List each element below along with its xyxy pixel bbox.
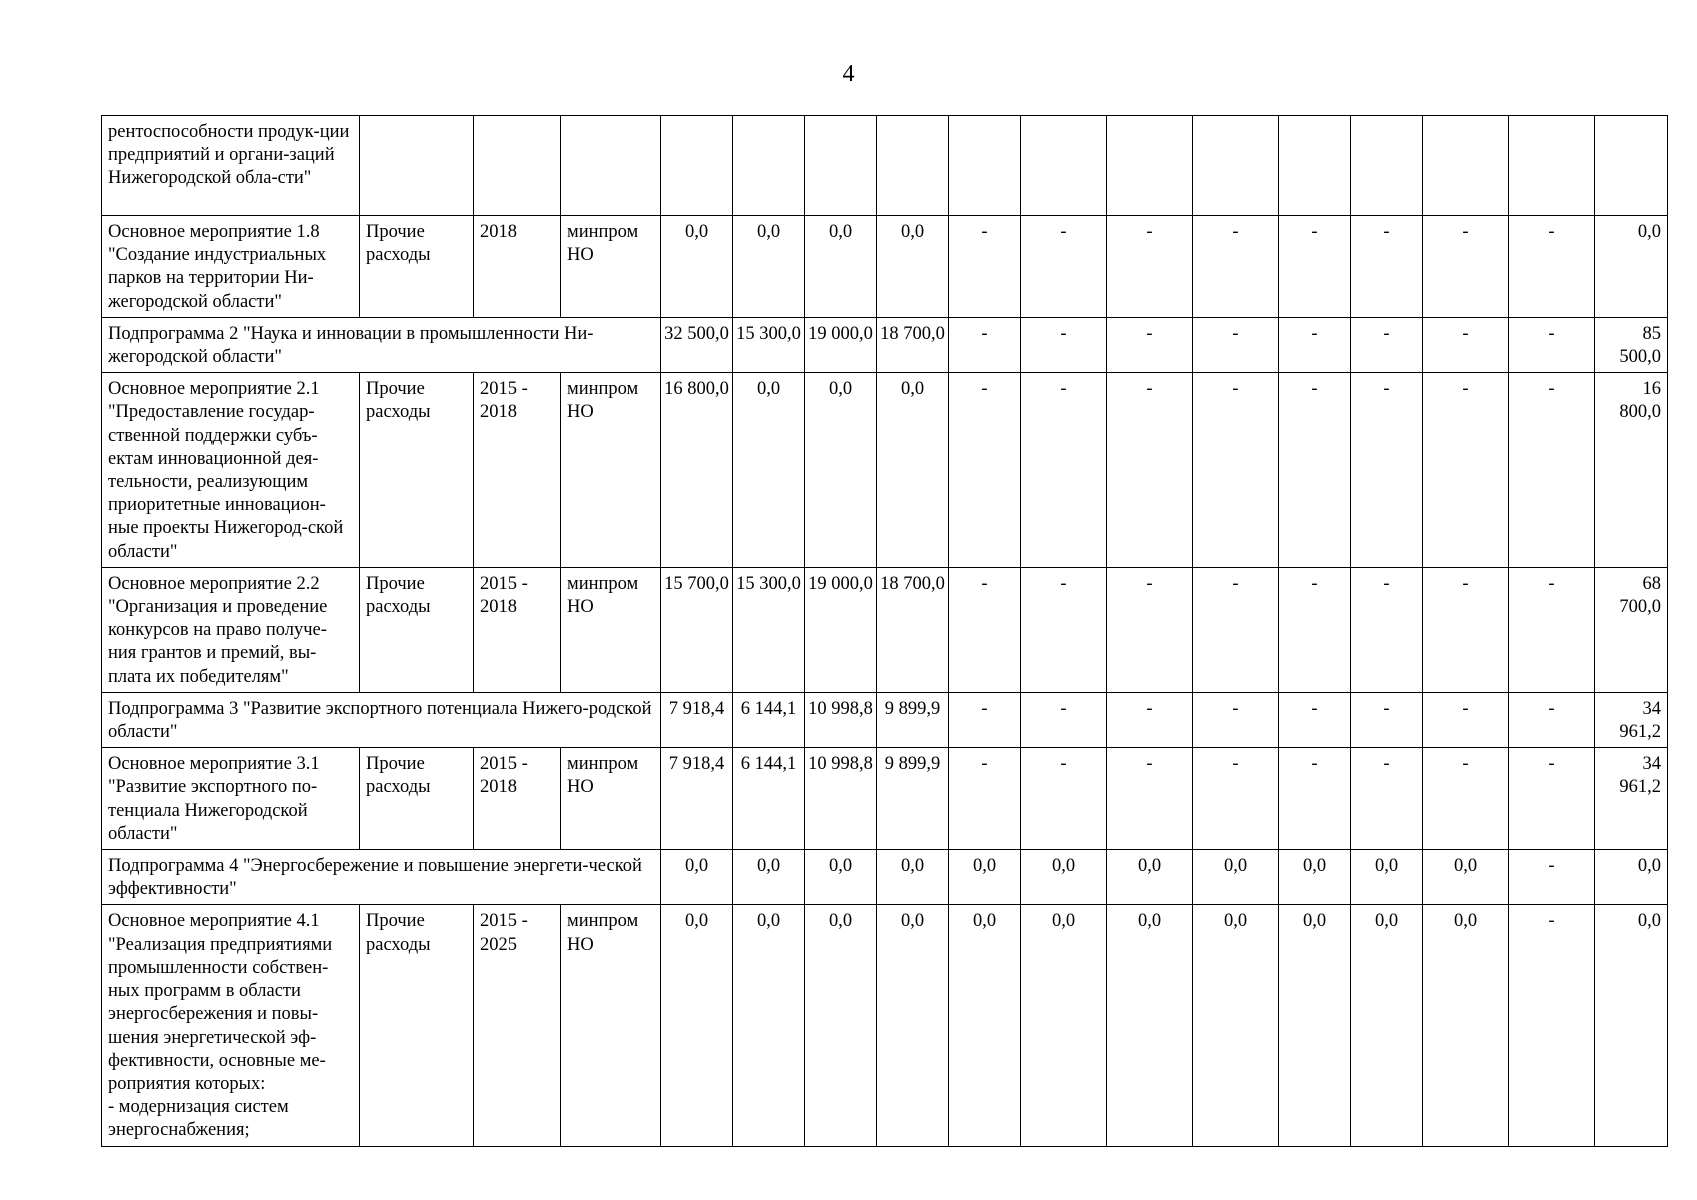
value-cell: 0,0: [1423, 905, 1509, 1146]
total-cell: [1595, 116, 1668, 216]
value-cell: [661, 116, 733, 216]
value-cell: 0,0: [733, 373, 805, 568]
value-cell: -: [949, 748, 1021, 850]
executor-cell: минпром НО: [561, 567, 661, 692]
value-cell: -: [1193, 373, 1279, 568]
value-cell: 0,0: [949, 850, 1021, 905]
value-cell: -: [949, 567, 1021, 692]
value-cell: 0,0: [661, 905, 733, 1146]
value-cell: 16 800,0: [661, 373, 733, 568]
value-cell: -: [1351, 317, 1423, 372]
measure-title-cell: Основное мероприятие 1.8 "Создание индустриальных парков на территории Ни-жегородской области": [102, 216, 360, 318]
value-cell: 10 998,8: [805, 692, 877, 747]
value-cell: -: [1509, 850, 1595, 905]
value-cell: -: [1107, 317, 1193, 372]
value-cell: 0,0: [877, 905, 949, 1146]
value-cell: -: [1423, 567, 1509, 692]
budget-table: [101, 115, 1668, 1147]
value-cell: [1509, 116, 1595, 216]
value-cell: 0,0: [877, 216, 949, 318]
value-cell: -: [1351, 567, 1423, 692]
value-cell: 0,0: [805, 905, 877, 1146]
value-cell: -: [949, 373, 1021, 568]
table-row: [102, 748, 1668, 850]
value-cell: -: [1509, 692, 1595, 747]
value-cell: -: [1107, 216, 1193, 318]
value-cell: 0,0: [1351, 905, 1423, 1146]
value-cell: 32 500,0: [661, 317, 733, 372]
table-row: [102, 567, 1668, 692]
period-cell: 2015 - 2018: [474, 373, 561, 568]
value-cell: 0,0: [1193, 850, 1279, 905]
value-cell: 0,0: [733, 850, 805, 905]
value-cell: -: [1351, 373, 1423, 568]
executor-cell: минпром НО: [561, 905, 661, 1146]
value-cell: 0,0: [1021, 850, 1107, 905]
expense-type-cell: Прочие расходы: [360, 373, 474, 568]
executor-cell: минпром НО: [561, 373, 661, 568]
value-cell: -: [1509, 905, 1595, 1146]
value-cell: -: [1021, 373, 1107, 568]
value-cell: 0,0: [1021, 905, 1107, 1146]
value-cell: -: [1021, 567, 1107, 692]
measure-title-cell: Основное мероприятие 2.1 "Предоставление государ-ственной поддержки субъ-ектам инновационной дея-тельности, реализующим приоритетные инновацион-ные проекты Нижегород-ской области": [102, 373, 360, 568]
value-cell: [1193, 116, 1279, 216]
total-cell: 34 961,2: [1595, 748, 1668, 850]
value-cell: -: [949, 692, 1021, 747]
expense-type-cell: Прочие расходы: [360, 567, 474, 692]
value-cell: 15 300,0: [733, 567, 805, 692]
value-cell: -: [1107, 692, 1193, 747]
table-row: [102, 116, 1668, 216]
value-cell: 0,0: [733, 905, 805, 1146]
value-cell: [1351, 116, 1423, 216]
expense-type-cell: Прочие расходы: [360, 748, 474, 850]
value-cell: -: [1193, 317, 1279, 372]
value-cell: -: [1509, 373, 1595, 568]
value-cell: [1107, 116, 1193, 216]
value-cell: -: [1423, 373, 1509, 568]
subprogram-row: [102, 692, 1668, 747]
table-body: [102, 116, 1668, 1147]
subprogram-title-cell: Подпрограмма 4 "Энергосбережение и повышение энергети-ческой эффективности": [102, 850, 661, 905]
value-cell: -: [1423, 692, 1509, 747]
value-cell: -: [1423, 216, 1509, 318]
executor-cell: минпром НО: [561, 216, 661, 318]
value-cell: 0,0: [1279, 850, 1351, 905]
value-cell: -: [1279, 748, 1351, 850]
value-cell: [1423, 116, 1509, 216]
value-cell: 0,0: [877, 373, 949, 568]
value-cell: -: [1351, 692, 1423, 747]
total-cell: 16 800,0: [1595, 373, 1668, 568]
expense-type-cell: Прочие расходы: [360, 905, 474, 1146]
page-number: 4: [842, 61, 855, 87]
value-cell: -: [1279, 373, 1351, 568]
value-cell: -: [1193, 748, 1279, 850]
period-cell: 2015 - 2025: [474, 905, 561, 1146]
value-cell: -: [1279, 692, 1351, 747]
total-cell: 0,0: [1595, 850, 1668, 905]
value-cell: 0,0: [949, 905, 1021, 1146]
executor-cell: [561, 116, 661, 216]
period-cell: 2015 - 2018: [474, 748, 561, 850]
value-cell: -: [1193, 567, 1279, 692]
value-cell: 0,0: [805, 373, 877, 568]
subprogram-row: [102, 317, 1668, 372]
value-cell: 15 700,0: [661, 567, 733, 692]
value-cell: 0,0: [1107, 850, 1193, 905]
value-cell: [877, 116, 949, 216]
value-cell: 0,0: [733, 216, 805, 318]
subprogram-row: [102, 850, 1668, 905]
expense-type-cell: Прочие расходы: [360, 216, 474, 318]
value-cell: [805, 116, 877, 216]
table-row: [102, 216, 1668, 318]
value-cell: 9 899,9: [877, 748, 949, 850]
value-cell: -: [1021, 317, 1107, 372]
value-cell: 7 918,4: [661, 692, 733, 747]
value-cell: 19 000,0: [805, 567, 877, 692]
value-cell: 15 300,0: [733, 317, 805, 372]
total-cell: 34 961,2: [1595, 692, 1668, 747]
total-cell: 0,0: [1595, 905, 1668, 1146]
executor-cell: минпром НО: [561, 748, 661, 850]
expense-type-cell: [360, 116, 474, 216]
value-cell: -: [949, 317, 1021, 372]
value-cell: 0,0: [877, 850, 949, 905]
value-cell: -: [1509, 567, 1595, 692]
table-row: [102, 905, 1668, 1146]
value-cell: -: [1107, 748, 1193, 850]
value-cell: 6 144,1: [733, 748, 805, 850]
subprogram-title-cell: Подпрограмма 2 "Наука и инновации в промышленности Ни-жегородской области": [102, 317, 661, 372]
value-cell: -: [1021, 216, 1107, 318]
value-cell: -: [1107, 373, 1193, 568]
value-cell: -: [1021, 692, 1107, 747]
value-cell: -: [1351, 216, 1423, 318]
value-cell: -: [1021, 748, 1107, 850]
period-cell: 2018: [474, 216, 561, 318]
value-cell: 0,0: [1351, 850, 1423, 905]
value-cell: -: [1107, 567, 1193, 692]
value-cell: [1279, 116, 1351, 216]
value-cell: 0,0: [1423, 850, 1509, 905]
value-cell: [1021, 116, 1107, 216]
measure-title-cell: Основное мероприятие 3.1 "Развитие экспортного по-тенциала Нижегородской области": [102, 748, 360, 850]
subprogram-title-cell: Подпрограмма 3 "Развитие экспортного потенциала Нижего-родской области": [102, 692, 661, 747]
value-cell: [733, 116, 805, 216]
value-cell: 0,0: [661, 850, 733, 905]
period-cell: 2015 - 2018: [474, 567, 561, 692]
value-cell: 0,0: [1279, 905, 1351, 1146]
value-cell: -: [1351, 748, 1423, 850]
value-cell: 18 700,0: [877, 317, 949, 372]
value-cell: -: [949, 216, 1021, 318]
value-cell: 6 144,1: [733, 692, 805, 747]
value-cell: -: [1509, 216, 1595, 318]
value-cell: 0,0: [805, 216, 877, 318]
value-cell: -: [1423, 748, 1509, 850]
value-cell: -: [1509, 317, 1595, 372]
value-cell: 0,0: [805, 850, 877, 905]
value-cell: -: [1193, 692, 1279, 747]
total-cell: 68 700,0: [1595, 567, 1668, 692]
measure-title-cell: Основное мероприятие 4.1 "Реализация предприятиями промышленности собствен-ных программ в области энергосбережения и повы-шения энергетической эф-фективности, основные ме-роприятия которых: - модернизация систем энергоснабжения;: [102, 905, 360, 1146]
value-cell: 10 998,8: [805, 748, 877, 850]
total-cell: 85 500,0: [1595, 317, 1668, 372]
value-cell: -: [1193, 216, 1279, 318]
value-cell: 0,0: [661, 216, 733, 318]
value-cell: -: [1509, 748, 1595, 850]
table-row: [102, 373, 1668, 568]
value-cell: 0,0: [1193, 905, 1279, 1146]
measure-title-cell: Основное мероприятие 2.2 "Организация и проведение конкурсов на право получе-ния грантов и премий, вы-плата их победителям": [102, 567, 360, 692]
measure-title-cell: рентоспособности продук-ции предприятий и органи-заций Нижегородской обла-сти": [102, 116, 360, 216]
value-cell: [949, 116, 1021, 216]
value-cell: 9 899,9: [877, 692, 949, 747]
period-cell: [474, 116, 561, 216]
value-cell: -: [1279, 216, 1351, 318]
value-cell: 18 700,0: [877, 567, 949, 692]
value-cell: -: [1279, 567, 1351, 692]
value-cell: -: [1423, 317, 1509, 372]
value-cell: 0,0: [1107, 905, 1193, 1146]
value-cell: 19 000,0: [805, 317, 877, 372]
value-cell: -: [1279, 317, 1351, 372]
value-cell: 7 918,4: [661, 748, 733, 850]
total-cell: 0,0: [1595, 216, 1668, 318]
